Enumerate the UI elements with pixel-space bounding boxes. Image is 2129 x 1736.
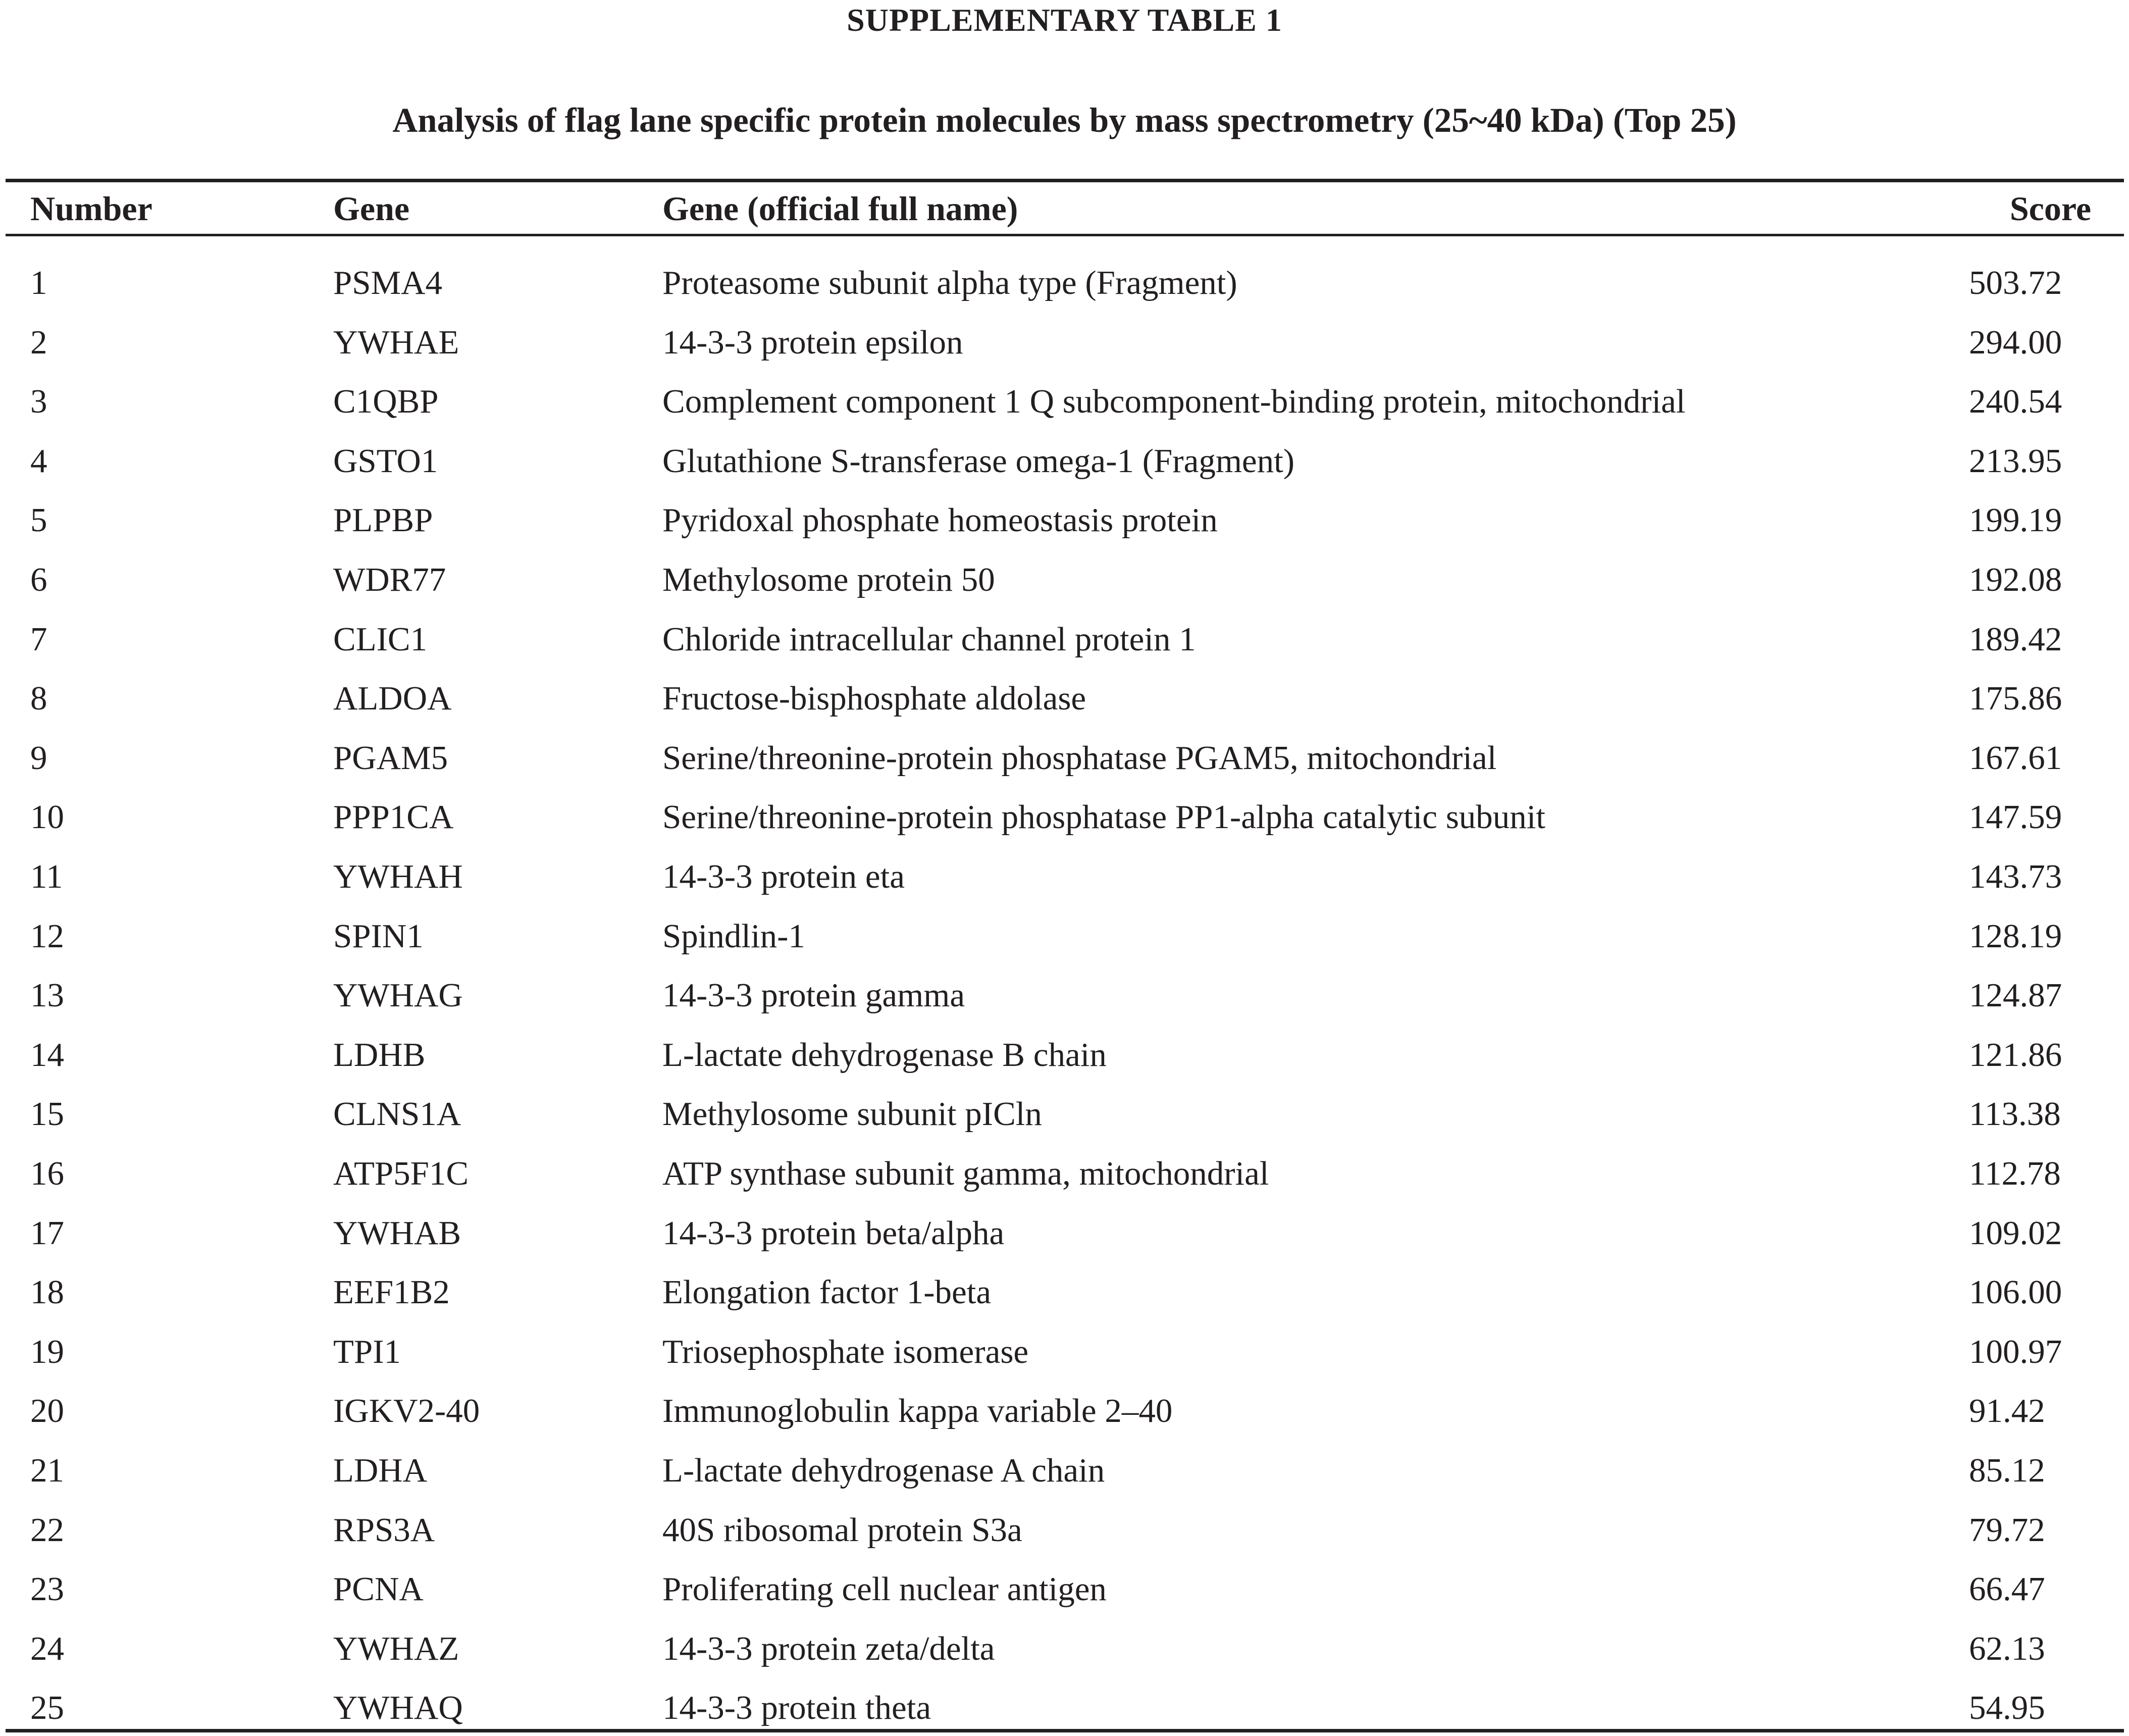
- row-gene: WDR77: [333, 561, 446, 598]
- row-full-name: 14-3-3 protein gamma: [662, 977, 965, 1014]
- row-number: 20: [30, 1392, 64, 1429]
- table-row: [0, 967, 2129, 1023]
- row-full-name: 40S ribosomal protein S3a: [662, 1511, 1022, 1549]
- row-score: 100.97: [1969, 1333, 2062, 1370]
- table-row: [0, 1086, 2129, 1142]
- row-number: 16: [30, 1155, 64, 1192]
- row-gene: YWHAQ: [333, 1689, 463, 1726]
- row-gene: PGAM5: [333, 739, 448, 777]
- row-number: 14: [30, 1036, 64, 1074]
- row-full-name: Proliferating cell nuclear antigen: [662, 1570, 1107, 1608]
- row-full-name: Triosephosphate isomerase: [662, 1333, 1029, 1370]
- row-number: 18: [30, 1273, 64, 1311]
- header-score: Score: [2009, 189, 2091, 228]
- row-number: 25: [30, 1689, 64, 1726]
- row-score: 192.08: [1969, 561, 2062, 598]
- row-number: 8: [30, 680, 47, 717]
- row-gene: PPP1CA: [333, 798, 454, 836]
- row-number: 4: [30, 442, 47, 480]
- row-score: 113.38: [1969, 1095, 2061, 1133]
- row-score: 79.72: [1969, 1511, 2045, 1549]
- row-full-name: ATP synthase subunit gamma, mitochondrial: [662, 1155, 1269, 1192]
- table-bottom-rule: [6, 1729, 2124, 1732]
- row-score: 143.73: [1969, 858, 2062, 895]
- row-full-name: Serine/threonine-protein phosphatase PP1-alpha catalytic subunit: [662, 798, 1546, 836]
- row-score: 54.95: [1969, 1689, 2045, 1726]
- row-gene: CLNS1A: [333, 1095, 461, 1133]
- table-row: [0, 1561, 2129, 1617]
- row-gene: PCNA: [333, 1570, 424, 1608]
- header-gene: Gene: [333, 189, 410, 228]
- table-row: [0, 1383, 2129, 1439]
- header-number: Number: [30, 189, 152, 228]
- row-gene: YWHAE: [333, 324, 459, 361]
- row-score: 66.47: [1969, 1570, 2045, 1608]
- row-number: 15: [30, 1095, 64, 1133]
- row-gene: EEF1B2: [333, 1273, 450, 1311]
- row-number: 2: [30, 324, 47, 361]
- table-row: [0, 1205, 2129, 1261]
- row-gene: ATP5F1C: [333, 1155, 469, 1192]
- table-caption: Analysis of flag lane specific protein molecules by mass spectrometry (25~40 kDa) (Top 25): [392, 101, 1737, 139]
- row-number: 11: [30, 858, 63, 895]
- row-full-name: Fructose-bisphosphate aldolase: [662, 680, 1086, 717]
- row-number: 22: [30, 1511, 64, 1549]
- table-header-rule: [6, 234, 2124, 236]
- row-number: 19: [30, 1333, 64, 1370]
- row-full-name: 14-3-3 protein theta: [662, 1689, 931, 1726]
- row-number: 24: [30, 1630, 64, 1667]
- row-full-name: Immunoglobulin kappa variable 2–40: [662, 1392, 1173, 1429]
- header-full-name: Gene (official full name): [662, 189, 1018, 228]
- row-gene: YWHAG: [333, 977, 463, 1014]
- row-gene: YWHAZ: [333, 1630, 459, 1667]
- row-score: 147.59: [1969, 798, 2062, 836]
- row-full-name: L-lactate dehydrogenase B chain: [662, 1036, 1107, 1074]
- row-gene: LDHA: [333, 1452, 428, 1489]
- row-full-name: Complement component 1 Q subcomponent-binding protein, mitochondrial: [662, 383, 1686, 420]
- row-gene: RPS3A: [333, 1511, 435, 1549]
- row-gene: CLIC1: [333, 621, 428, 658]
- row-score: 124.87: [1969, 977, 2062, 1014]
- table-row: [0, 1324, 2129, 1380]
- row-gene: LDHB: [333, 1036, 426, 1074]
- table-row: [0, 908, 2129, 964]
- table-row: [0, 1146, 2129, 1201]
- row-score: 167.61: [1969, 739, 2062, 777]
- table-row: [0, 315, 2129, 370]
- row-full-name: 14-3-3 protein beta/alpha: [662, 1214, 1005, 1252]
- row-score: 62.13: [1969, 1630, 2045, 1667]
- row-gene: YWHAH: [333, 858, 463, 895]
- row-number: 17: [30, 1214, 64, 1252]
- row-number: 13: [30, 977, 64, 1014]
- row-full-name: Proteasome subunit alpha type (Fragment): [662, 264, 1237, 301]
- row-full-name: 14-3-3 protein zeta/delta: [662, 1630, 995, 1667]
- table-row: [0, 789, 2129, 845]
- row-score: 175.86: [1969, 680, 2062, 717]
- row-full-name: 14-3-3 protein epsilon: [662, 324, 963, 361]
- row-gene: C1QBP: [333, 383, 439, 420]
- row-full-name: 14-3-3 protein eta: [662, 858, 905, 895]
- row-score: 294.00: [1969, 324, 2062, 361]
- table-row: [0, 671, 2129, 726]
- table-row: [0, 255, 2129, 311]
- row-full-name: Chloride intracellular channel protein 1: [662, 621, 1196, 658]
- row-score: 189.42: [1969, 621, 2062, 658]
- table-row: [0, 1264, 2129, 1320]
- row-gene: SPIN1: [333, 917, 424, 955]
- row-score: 240.54: [1969, 383, 2062, 420]
- row-gene: YWHAB: [333, 1214, 461, 1252]
- row-gene: ALDOA: [333, 680, 452, 717]
- row-number: 1: [30, 264, 47, 301]
- row-full-name: Spindlin-1: [662, 917, 805, 955]
- page-title: SUPPLEMENTARY TABLE 1: [847, 2, 1282, 38]
- row-number: 9: [30, 739, 47, 777]
- row-score: 503.72: [1969, 264, 2062, 301]
- row-full-name: Glutathione S-transferase omega-1 (Fragment): [662, 442, 1295, 480]
- row-full-name: Elongation factor 1-beta: [662, 1273, 992, 1311]
- row-score: 128.19: [1969, 917, 2062, 955]
- row-score: 213.95: [1969, 442, 2062, 480]
- table-row: [0, 433, 2129, 489]
- table-row: [0, 552, 2129, 607]
- table-row: [0, 611, 2129, 667]
- row-number: 23: [30, 1570, 64, 1608]
- row-score: 199.19: [1969, 501, 2062, 539]
- row-full-name: Pyridoxal phosphate homeostasis protein: [662, 501, 1218, 539]
- row-gene: TPI1: [333, 1333, 401, 1370]
- row-number: 21: [30, 1452, 64, 1489]
- table-row: [0, 1680, 2129, 1735]
- table-row: [0, 374, 2129, 429]
- table-row: [0, 849, 2129, 904]
- table-row: [0, 1621, 2129, 1676]
- table-row: [0, 730, 2129, 786]
- row-number: 3: [30, 383, 47, 420]
- row-number: 5: [30, 501, 47, 539]
- row-score: 106.00: [1969, 1273, 2062, 1311]
- row-full-name: Methylosome protein 50: [662, 561, 995, 598]
- row-full-name: L-lactate dehydrogenase A chain: [662, 1452, 1105, 1489]
- table-row: [0, 492, 2129, 548]
- row-full-name: Serine/threonine-protein phosphatase PGAM5, mitochondrial: [662, 739, 1497, 777]
- row-gene: IGKV2-40: [333, 1392, 480, 1429]
- row-full-name: Methylosome subunit pICln: [662, 1095, 1042, 1133]
- row-score: 121.86: [1969, 1036, 2062, 1074]
- row-score: 91.42: [1969, 1392, 2045, 1429]
- table-row: [0, 1502, 2129, 1558]
- row-number: 6: [30, 561, 47, 598]
- table-row: [0, 1443, 2129, 1498]
- row-gene: PSMA4: [333, 264, 442, 301]
- table-header-row: [0, 181, 2129, 236]
- row-number: 10: [30, 798, 64, 836]
- table-row: [0, 1027, 2129, 1083]
- row-score: 112.78: [1969, 1155, 2061, 1192]
- row-number: 12: [30, 917, 64, 955]
- row-number: 7: [30, 621, 47, 658]
- row-gene: GSTO1: [333, 442, 438, 480]
- row-gene: PLPBP: [333, 501, 433, 539]
- row-score: 85.12: [1969, 1452, 2045, 1489]
- row-score: 109.02: [1969, 1214, 2062, 1252]
